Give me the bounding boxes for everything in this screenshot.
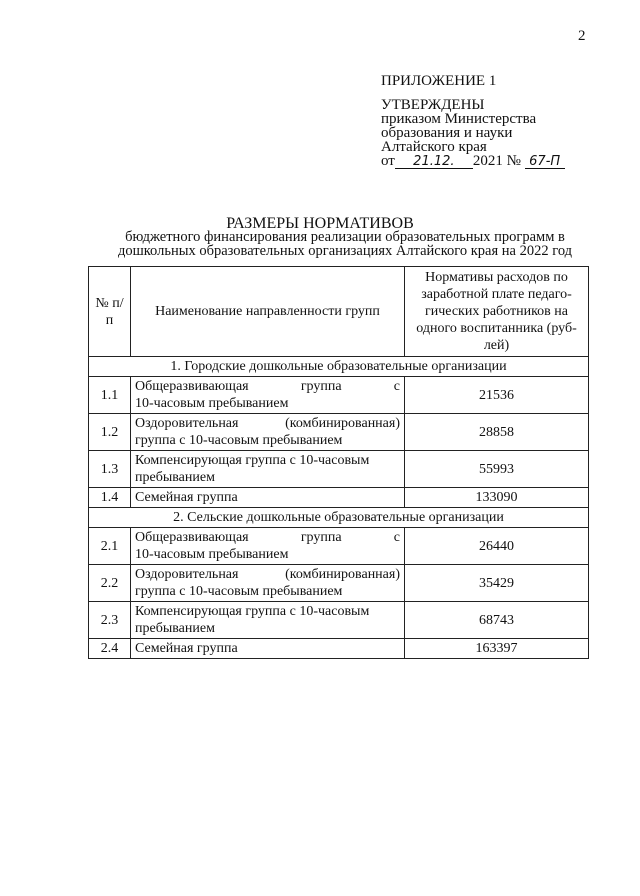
section-title: 2. Сельские дошкольные образовательные организации bbox=[89, 508, 589, 528]
table-row bbox=[89, 528, 589, 565]
approval-date-line bbox=[381, 154, 565, 169]
approval-line-3: Алтайского края bbox=[381, 139, 487, 155]
row-num: 2.1 bbox=[89, 528, 131, 565]
handwritten-date: 21.12. bbox=[395, 156, 473, 169]
approval-line-1: приказом Министерства bbox=[381, 111, 537, 127]
document-subtitle-2: дошкольных образовательных организациях Алтайского края на 2022 год bbox=[117, 243, 573, 259]
row-num: 1.3 bbox=[89, 451, 131, 488]
table-row bbox=[89, 377, 589, 414]
row-num: 1.2 bbox=[89, 414, 131, 451]
table-header-row bbox=[89, 267, 589, 357]
page-number: 2 bbox=[578, 28, 586, 44]
row-name-line-1: Общеразвивающая группа с bbox=[135, 530, 400, 545]
table-row bbox=[89, 414, 589, 451]
row-value: 26440 bbox=[405, 528, 589, 565]
header-norm: Нормативы расходов по заработной плате педаго-гических работников на одного воспитанника (руб-лей) bbox=[405, 267, 589, 357]
table-row bbox=[89, 565, 589, 602]
row-value: 28858 bbox=[405, 414, 589, 451]
table-row bbox=[89, 639, 589, 659]
row-num: 2.3 bbox=[89, 602, 131, 639]
row-name-line-2: 10-часовым пребыванием bbox=[135, 396, 289, 411]
row-name bbox=[131, 377, 405, 414]
row-name-line-1: Оздоровительная (комбинированная) bbox=[135, 567, 400, 582]
row-name bbox=[131, 565, 405, 602]
header-num: № п/п bbox=[89, 267, 131, 357]
table-row bbox=[89, 488, 589, 508]
row-name-line-2: 10-часовым пребыванием bbox=[135, 547, 289, 562]
year-suffix: 2021 № bbox=[472, 153, 521, 169]
row-name-line-1: Компенсирующая группа с 10-часовым bbox=[135, 604, 370, 619]
row-name-line-1: Компенсирующая группа с 10-часовым bbox=[135, 453, 370, 468]
row-name: Семейная группа bbox=[131, 488, 405, 508]
document-title: РАЗМЕРЫ НОРМАТИВОВ bbox=[226, 215, 414, 232]
date-prefix: от bbox=[381, 153, 395, 169]
approval-line-2: образования и науки bbox=[381, 125, 513, 141]
row-name-line-2: группа с 10-часовым пребыванием bbox=[135, 584, 343, 599]
row-num: 1.1 bbox=[89, 377, 131, 414]
section-row bbox=[89, 357, 589, 377]
row-name-line-2: пребыванием bbox=[135, 470, 215, 485]
norms-table bbox=[88, 266, 589, 659]
row-num: 2.2 bbox=[89, 565, 131, 602]
row-name bbox=[131, 451, 405, 488]
row-value: 21536 bbox=[405, 377, 589, 414]
row-name-line-1: Оздоровительная (комбинированная) bbox=[135, 416, 400, 431]
row-name bbox=[131, 414, 405, 451]
row-name bbox=[131, 528, 405, 565]
appendix-label: ПРИЛОЖЕНИЕ 1 bbox=[381, 73, 497, 89]
section-row bbox=[89, 508, 589, 528]
row-value: 68743 bbox=[405, 602, 589, 639]
approval-heading: УТВЕРЖДЕНЫ bbox=[381, 97, 485, 113]
row-value: 133090 bbox=[405, 488, 589, 508]
row-num: 1.4 bbox=[89, 488, 131, 508]
row-name-line-2: группа с 10-часовым пребыванием bbox=[135, 433, 343, 448]
approval-block bbox=[381, 98, 565, 169]
row-name bbox=[131, 602, 405, 639]
row-value: 55993 bbox=[405, 451, 589, 488]
row-name-line-1: Общеразвивающая группа с bbox=[135, 379, 400, 394]
row-value: 35429 bbox=[405, 565, 589, 602]
table-row bbox=[89, 451, 589, 488]
row-num: 2.4 bbox=[89, 639, 131, 659]
handwritten-number: 67-П bbox=[525, 156, 565, 169]
row-name: Семейная группа bbox=[131, 639, 405, 659]
row-name-line-2: пребыванием bbox=[135, 621, 215, 636]
table-row bbox=[89, 602, 589, 639]
header-name: Наименование направленности групп bbox=[131, 267, 405, 357]
section-title: 1. Городские дошкольные образовательные организации bbox=[89, 357, 589, 377]
row-value: 163397 bbox=[405, 639, 589, 659]
document-subtitle-1: бюджетного финансирования реализации образовательных программ в bbox=[125, 229, 565, 245]
